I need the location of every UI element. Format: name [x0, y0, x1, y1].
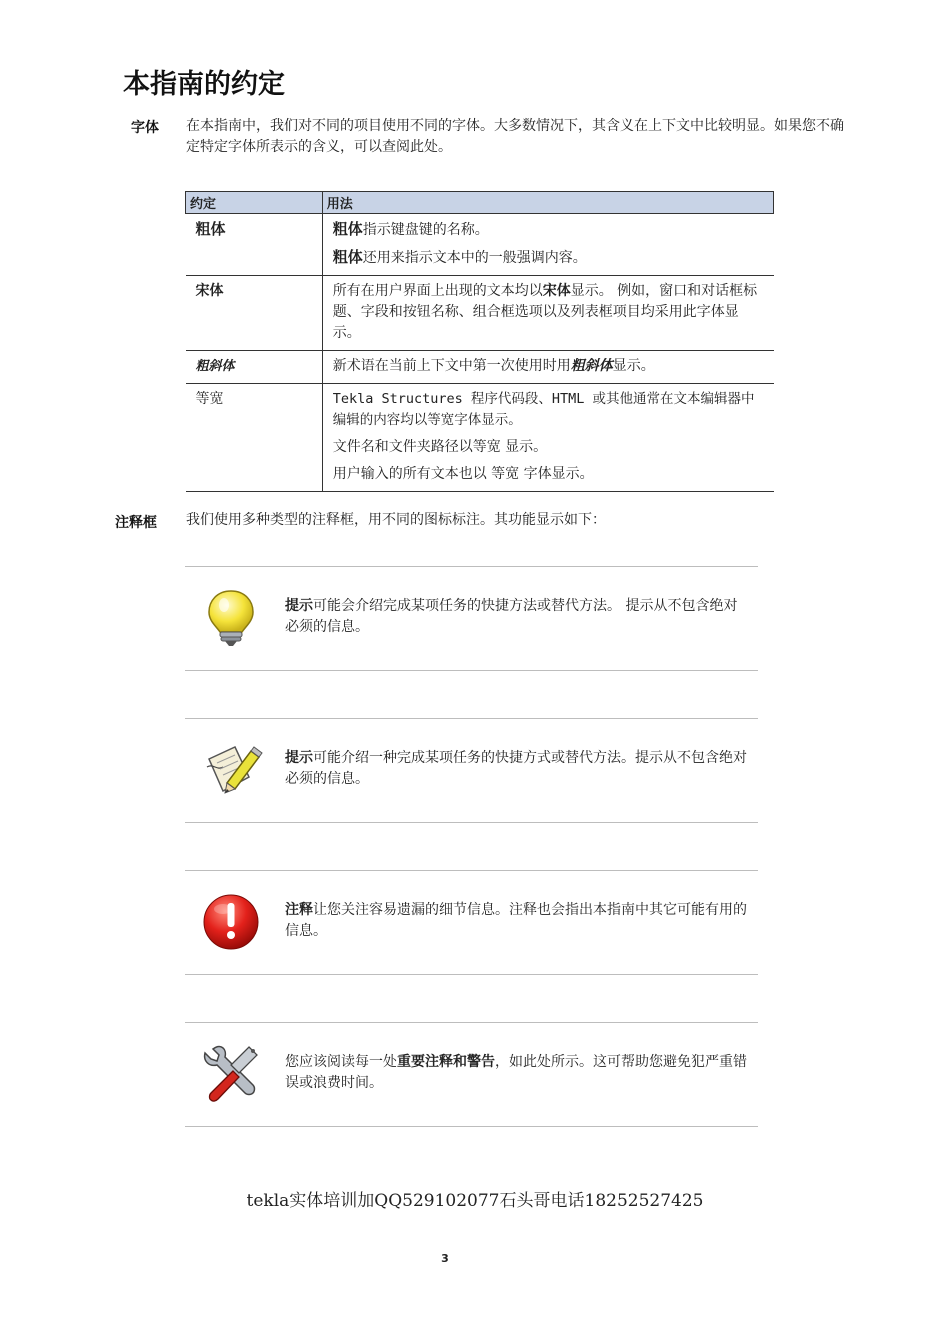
tip-text: [285, 596, 747, 638]
bold-sample: 粗体: [332, 220, 363, 238]
page-title: 本指南的约定: [123, 69, 285, 100]
table-row: [186, 384, 774, 492]
header-usage: 用法: [322, 192, 773, 214]
callout-body: 让您关注容易遗漏的细节信息。注释也会指出本指南中其它可能有用的信息。: [285, 902, 747, 939]
conventions-table: [185, 191, 774, 492]
usage-cell: [322, 276, 773, 351]
bold-sample: 粗体: [332, 248, 363, 266]
bold-italic-sample: 粗斜体: [570, 358, 613, 374]
usage-text: 还用来指示文本中的一般强调内容。: [362, 250, 587, 266]
usage-text: 显示。: [612, 358, 655, 374]
usage-text: 所有在用户界面上出现的文本均以: [332, 283, 543, 299]
callout-body: 可能会介绍完成某项任务的快捷方法或替代方法。 提示从不包含绝对必须的信息。: [285, 598, 738, 635]
callouts-section-intro: 我们使用多种类型的注释框，用不同的图标标注。其功能显示如下：: [186, 512, 606, 528]
tools-icon: [199, 1041, 263, 1105]
convention-songti: 宋体: [186, 276, 323, 351]
usage-line: [333, 247, 764, 269]
header-convention: 约定: [186, 192, 323, 214]
tip-callout: [185, 566, 758, 671]
footer-text: tekla实体培训加QQ529102077石头哥电话18252527425: [246, 1191, 704, 1211]
note-callout: [185, 870, 758, 975]
table-row: [186, 214, 774, 276]
table-row: [186, 351, 774, 384]
usage-line: Tekla Structures 程序代码段、HTML 或其他通常在文本编辑器中编辑的内容均以等宽字体显示。: [332, 391, 755, 428]
lightbulb-icon: [199, 585, 263, 649]
pencil-note-icon: [199, 737, 263, 801]
usage-line: 用户输入的所有文本也以 等宽 字体显示。: [332, 466, 594, 482]
callout-body: 您应该阅读每一处: [285, 1054, 397, 1070]
usage-text: 新术语在当前上下文中第一次使用时用: [332, 358, 571, 374]
usage-line: [333, 219, 764, 241]
usage-cell: [322, 214, 773, 276]
table-row: [186, 276, 774, 351]
fonts-section-text: 在本指南中，我们对不同的项目使用不同的字体。大多数情况下，其含义在上下文中比较明显。如果您不确定特定字体所表示的含义，可以查阅此处。: [186, 118, 844, 155]
usage-text: 显示。 例如，窗口和对话框标题、字段和按钮名称、组合框选项以及列表框项目均采用此字体显示。: [332, 283, 758, 341]
usage-line: 文件名和文件夹路径以等宽 显示。: [332, 439, 548, 455]
convention-bold: 粗体: [186, 214, 323, 276]
convention-monospace: 等宽: [186, 384, 323, 492]
songti-sample: 宋体: [542, 283, 571, 299]
usage-cell: [322, 351, 773, 384]
callout-term: 重要注释和警告: [397, 1054, 495, 1070]
fonts-section-label: 字体: [131, 120, 159, 136]
callout-body: 可能介绍一种完成某项任务的快捷方式或替代方法。提示从不包含绝对必须的信息。: [285, 750, 747, 787]
callouts-section-label: 注释框: [115, 515, 157, 531]
important-callout: [185, 1022, 758, 1127]
page-number: 3: [441, 1252, 449, 1265]
usage-cell: [322, 384, 773, 492]
usage-text: 指示键盘键的名称。: [362, 222, 489, 238]
exclamation-icon: [199, 889, 263, 953]
important-text: [285, 1052, 747, 1094]
shortcut-callout: [185, 718, 758, 823]
table-header-row: [186, 192, 774, 214]
note-text: [285, 900, 747, 942]
callout-term: 提示: [285, 750, 313, 766]
shortcut-text: [285, 748, 747, 790]
callout-term: 提示: [285, 598, 313, 614]
callout-term: 注释: [285, 902, 313, 918]
convention-bold-italic: 粗斜体: [186, 351, 323, 384]
callout-body: ，如此处所示。这可帮助您避免犯严重错误或浪费时间。: [285, 1054, 747, 1091]
